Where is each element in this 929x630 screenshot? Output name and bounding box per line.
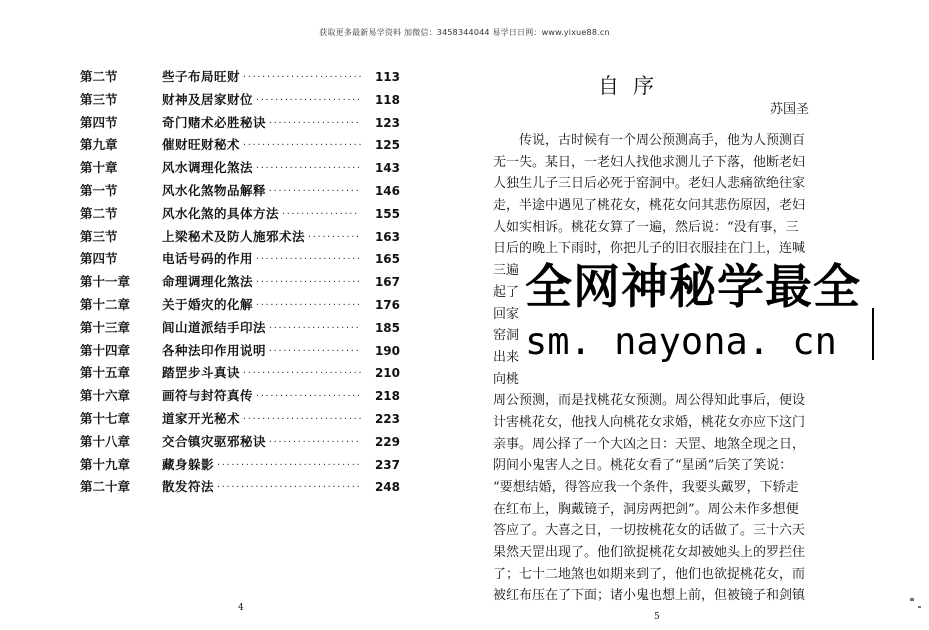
preface-line: 周公预测，而是找桃花女预测。周公得知此事后，便设 [493,393,806,409]
toc-leader-dots: ······························ [216,482,361,492]
toc-page-number: 125 [374,138,400,153]
toc-leader-dots: ························· [242,72,362,81]
toc-page-number: 118 [374,92,400,107]
preface-line: 传说，古时候有一个周公预测高手，他为人预测百 [493,133,806,148]
toc-row [80,271,400,294]
toc-chapter-title: 财神及居家财位 [162,91,254,107]
toc-page-number: 237 [374,457,400,472]
toc-chapter-number: 第十三章 [80,319,131,335]
toc-leader-dots: ······························ [216,459,361,469]
toc-chapter-title: 关于婚灾的化解 [162,296,254,312]
toc-leader-dots: ······················ [255,391,361,401]
toc-page-number: 176 [374,297,400,312]
toc-chapter-title: 催财旺财秘术 [162,137,241,153]
toc-page-number: 155 [374,206,400,221]
watermark-url: sm. nayona. cn [525,320,837,363]
toc-leader-dots: ······················ [255,277,361,287]
toc-chapter-number: 第十八章 [80,433,131,449]
preface-line: 果然天罡出现了。他们欲捉桃花女却被她头上的罗拦住 [493,545,806,561]
toc-chapter-title: 命理调理化煞法 [162,274,254,290]
preface-line: 答应了。大喜之日，一切按桃花女的话做了。三十六天 [493,523,806,539]
preface-author: 苏国圣 [770,102,810,117]
left-page-number: 4 [238,603,244,613]
toc-leader-dots: ················ [281,208,359,218]
toc-leader-dots: ··········· [307,231,360,241]
toc-page-number: 229 [374,434,400,449]
toc-page-number: 113 [374,70,400,84]
toc-page-number: 146 [374,183,400,198]
toc-page-number: 190 [374,343,400,358]
toc-row [80,317,400,340]
toc-page-number: 143 [374,161,400,176]
preface-line: 窑洞 [493,328,520,344]
toc-chapter-number: 第二节 [80,69,118,84]
toc-row [80,226,400,249]
toc-row [80,157,400,180]
toc-leader-dots: ························· [242,140,362,150]
toc-leader-dots: ··················· [268,436,360,446]
toc-row [80,340,400,363]
preface-line: 被红布压在了下面；诸小鬼也想上前，但被镜子和剑镇 [493,588,806,604]
preface-line: 起了 [493,284,520,300]
preface-line: 了；七十二地煞也如期来到了，他们也欲捉桃花女，而 [493,566,806,582]
toc-page-number: 163 [374,229,400,244]
preface-line: 走，半途中遇见了桃花女，桃花女问其悲伤原因，老妇 [493,198,806,214]
toc-chapter-number: 第十章 [80,160,118,176]
toc-page-number: 218 [374,389,400,404]
toc-page-number: 167 [374,275,400,290]
preface-line: 人独生儿子三日后必死于窑洞中。老妇人悲痛欲绝往家 [493,176,806,192]
toc-row [80,248,400,271]
toc-page-number: 123 [374,115,400,130]
right-page-number: 5 [654,612,660,622]
toc-chapter-title: 各种法印作用说明 [162,342,267,358]
toc-row [80,112,400,135]
toc-row [80,362,400,385]
toc-chapter-number: 第十九章 [80,456,131,472]
toc-chapter-number: 第十六章 [80,388,131,404]
preface-title: 自序 [598,74,668,98]
preface-line: 在红布上，胸戴镜子，洞房两把剑”。周公未作多想便 [493,501,799,517]
toc-row [80,89,400,112]
watermark-overlay [495,250,929,375]
toc-chapter-number: 第三节 [80,228,118,244]
preface-line: 阴间小鬼害人之日。桃花女看了“星函”后笑了笑说： [493,458,793,474]
preface-line: 计害桃花女，他找人向桃花女求婚，桃花女亦应下这门 [493,414,806,430]
toc-chapter-title: 电话号码的作用 [162,251,254,267]
toc-row [80,203,400,226]
preface-line: 向桃 [493,371,520,387]
toc-chapter-number: 第十四章 [80,342,131,358]
toc-leader-dots: ··················· [268,117,360,127]
toc-chapter-number: 第十一章 [80,274,131,290]
preface-line: 日后的晚上下雨时，你把儿子的旧衣服挂在门上，连喊 [493,241,806,257]
toc-chapter-number: 第一节 [80,182,118,198]
toc-chapter-number: 第四节 [80,251,118,267]
toc-chapter-title: 闾山道派结手印法 [162,319,267,335]
toc-chapter-number: 第四节 [80,114,118,130]
preface-line: 三遍 [493,263,520,279]
toc-chapter-title: 些子布局旺财 [162,69,241,84]
toc-chapter-title: 散发符法 [162,479,215,495]
toc-row [80,66,400,89]
toc-row [80,454,400,477]
toc-leader-dots: ······················ [255,299,361,309]
toc-leader-dots: ······················ [255,163,361,173]
toc-page-number: 223 [374,411,400,426]
preface-line: 出来 [493,349,520,365]
toc-row [80,476,400,499]
toc-chapter-number: 第三节 [80,91,118,107]
toc-leader-dots: ··················· [268,322,360,332]
toc-chapter-number: 第二节 [80,205,118,221]
page-header-note: 获取更多最新易学资料 加微信：3458344044 易学日日网：www.yixue88.cn [319,28,610,37]
toc-chapter-title: 交合镇灾驱邪秘诀 [162,433,267,449]
toc-row [80,294,400,317]
toc-leader-dots: ······················ [255,94,361,104]
toc-leader-dots: ························· [242,368,362,378]
toc-row [80,431,400,454]
toc-chapter-number: 第九章 [80,137,118,153]
preface-line: “要想结婚，得答应我一个条件，我要头戴罗，下轿走 [493,480,799,495]
toc-leader-dots: ··················· [268,185,360,195]
toc-row [80,134,400,157]
table-of-contents [80,66,400,499]
toc-page-number: 210 [374,366,400,381]
toc-page-number: 248 [374,480,400,495]
toc-chapter-number: 第二十章 [80,479,131,495]
preface-line: 回家 [493,306,520,322]
scan-speck [918,606,921,608]
toc-row [80,385,400,408]
toc-chapter-number: 第十七章 [80,410,131,426]
watermark-title: 全网神秘学最全 [525,260,861,315]
toc-chapter-title: 踏罡步斗真诀 [162,365,241,381]
text-cursor [872,308,874,360]
toc-leader-dots: ························· [242,413,362,423]
toc-chapter-title: 上梁秘术及防人施邪术法 [162,228,306,244]
preface-line: 亲事。周公择了一个大凶之日：天罡、地煞全现之日， [493,436,806,452]
toc-row [80,408,400,431]
toc-chapter-title: 藏身躲影 [162,456,215,472]
toc-leader-dots: ··················· [268,345,360,355]
scan-speck [910,598,914,601]
toc-chapter-title: 道家开光秘术 [162,410,241,426]
toc-chapter-title: 风水调理化煞法 [162,160,254,176]
toc-leader-dots: ······················ [255,254,361,264]
toc-page-number: 185 [374,320,400,335]
toc-chapter-title: 风水化煞物品解释 [162,182,267,198]
toc-chapter-title: 画符与封符真传 [162,388,254,404]
toc-chapter-number: 第十二章 [80,296,131,312]
toc-page-number: 165 [374,252,400,267]
toc-row [80,180,400,203]
toc-chapter-number: 第十五章 [80,365,131,381]
toc-chapter-title: 奇门赌术必胜秘诀 [162,114,267,130]
preface-line: 无一失。某日，一老妇人找他求测儿子下落，他断老妇 [493,154,806,170]
toc-chapter-title: 风水化煞的具体方法 [162,205,280,221]
preface-line: 人如实相诉。桃花女算了一遍，然后说：“没有事，三 [493,219,799,235]
